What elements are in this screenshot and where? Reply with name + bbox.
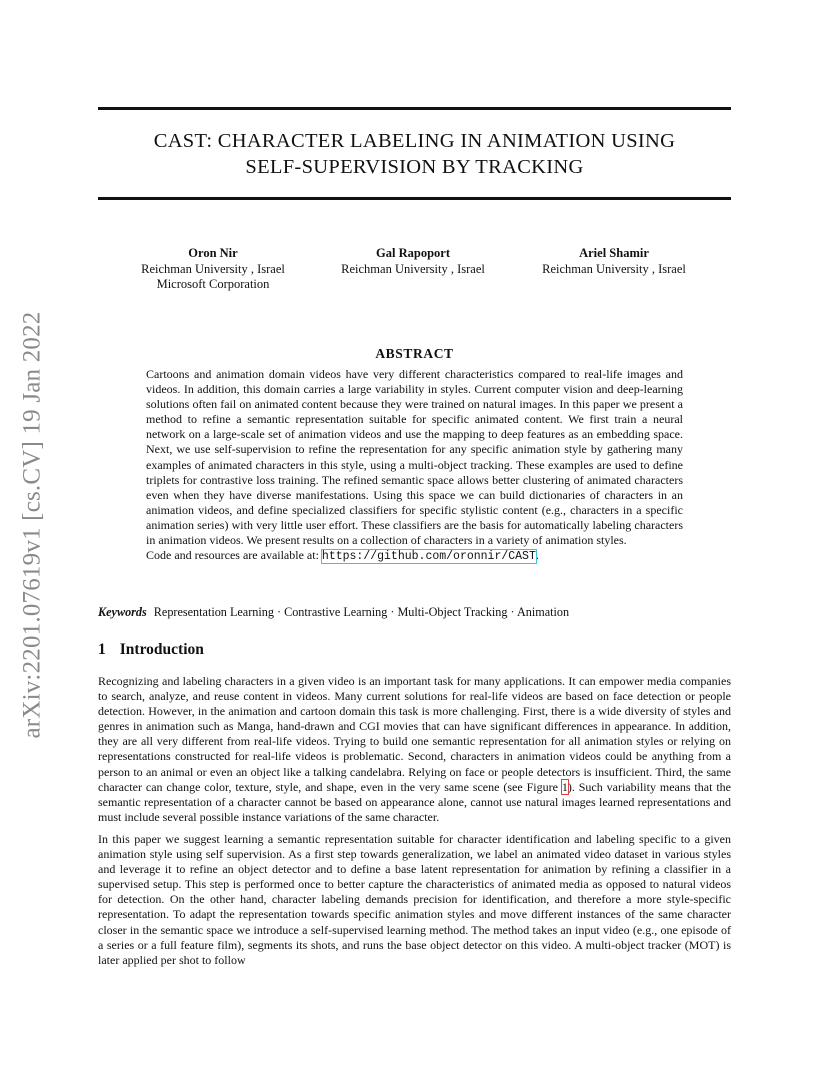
abstract-code-line <box>146 548 683 564</box>
author-2 <box>318 246 508 277</box>
arxiv-identifier-text: arXiv:2201.07619v1 [cs.CV] 19 Jan 2022 <box>18 311 45 739</box>
abstract-heading: ABSTRACT <box>375 346 454 361</box>
author-affiliation: Reichman University , Israel <box>141 261 285 276</box>
author-name: Oron Nir <box>188 246 238 260</box>
code-suffix: . <box>535 548 539 563</box>
title-top-rule <box>98 107 731 110</box>
paragraph-2: In this paper we suggest learning a semantic representation suitable for character identification and labeling specific to a given animation style using self supervision. As a first step towards generalization, we label an animated video dataset in various styles and leverage it to refine an object detector and to define a base latent representation for animation by refining a classifier in a supervised setup. This step is performed once to better capture the characteristics of animated media as opposed to natural videos for detection. On the other hand, character labeling demands precision for identification, and therefore a more style-specific representation. To adapt the representation towards specific animation styles and move different instances of the same character closer in the semantic space we introduce a self-supervised learning method. The method takes an input video (e.g., one episode of a series or a full feature film), segments its shots, and runs the base object detector on this video. A multi-object tracker (MOT) is later applied per shot to follow <box>98 831 731 967</box>
author-1 <box>118 246 308 293</box>
arxiv-identifier <box>12 290 52 760</box>
author-3 <box>519 246 709 277</box>
figure-reference-link[interactable]: 1 <box>561 779 568 794</box>
paragraph-1 <box>98 674 731 825</box>
title-line-1: CAST: CHARACTER LABELING IN ANIMATION USING <box>153 130 676 152</box>
code-prefix: Code and resources are available at: <box>146 548 322 563</box>
paragraph-1-text-b: ). Such variability means that the semantic representation of a character cannot be based on appearance alone, cannot use natural images learned representations and must include several possible instance variations of the same character. <box>98 779 731 824</box>
paragraph-1-text-a: Recognizing and labeling characters in a given video is an important task for many applications. It can empower media companies to search, analyze, and reuse content in videos. Many current solutions for real-life videos are based on face detection or people detection. However, in the animation and cartoon domain this task is more challenging. First, there is a wide diversity of styles and genres in animation such as Manga, hand-drawn and CGI movies that can have significant differences in appearance. In addition, they are all very different from real-life videos. Trying to build one semantic representation for all animation styles or relying on representations constructed for real-life videos is problematic. Second, characters in animation videos could be anything from a person to an animal or even an object like a talking candelabra. Relying on face or people detectors is insufficient. Third, the same character can change color, texture, style, and shape, even in the very same scene (see Figure <box>98 674 731 794</box>
author-affiliation: Microsoft Corporation <box>156 277 270 291</box>
paper-title <box>98 128 731 180</box>
keywords-line <box>98 605 731 620</box>
introduction-body <box>98 674 731 975</box>
author-name: Gal Rapoport <box>376 246 450 260</box>
section-number: 1 <box>98 641 106 658</box>
abstract-body <box>146 367 683 564</box>
section-heading <box>98 641 204 659</box>
title-line-2: SELF-SUPERVISION BY TRACKING <box>245 156 584 178</box>
section-title: Introduction <box>119 641 204 658</box>
keywords-label: Keywords <box>98 605 147 619</box>
author-affiliation: Reichman University , Israel <box>542 261 686 276</box>
author-name: Ariel Shamir <box>579 246 649 260</box>
abstract-text: Cartoons and animation domain videos have very different characteristics compared to real-life images and videos. In addition, this domain carries a large variability in styles. Current computer vision and deep-learning solutions often fail on animated content because they were trained on natural images. In this paper we present a method to refine a semantic representation suitable for specific animated content. We first train a neural network on a large-scale set of animation videos and use the mapping to deep features as an embedding space. Next, we use self-supervision to refine the representation for any specific animation style by gathering many examples of animated characters in this style, using a multi-object tracking. These examples are used to define triplets for contrastive loss training. The refined semantic space allows better clustering of animated characters even when they have diverse manifestations. Using this space we can build dictionaries of characters in an animation videos, and define specialized classifiers for specific stylistic content (e.g., characters in a specific animation series) with very little user effort. These classifiers are the basis for automatically labeling characters in animation videos. We present results on a collection of characters in a variety of animation styles. <box>146 367 683 548</box>
author-affiliation: Reichman University , Israel <box>341 261 485 276</box>
title-bottom-rule <box>98 197 731 200</box>
code-link[interactable]: https://github.com/oronnir/CAST <box>321 550 536 564</box>
keywords-text: Representation Learning · Contrastive Learning · Multi-Object Tracking · Animation <box>153 605 570 619</box>
